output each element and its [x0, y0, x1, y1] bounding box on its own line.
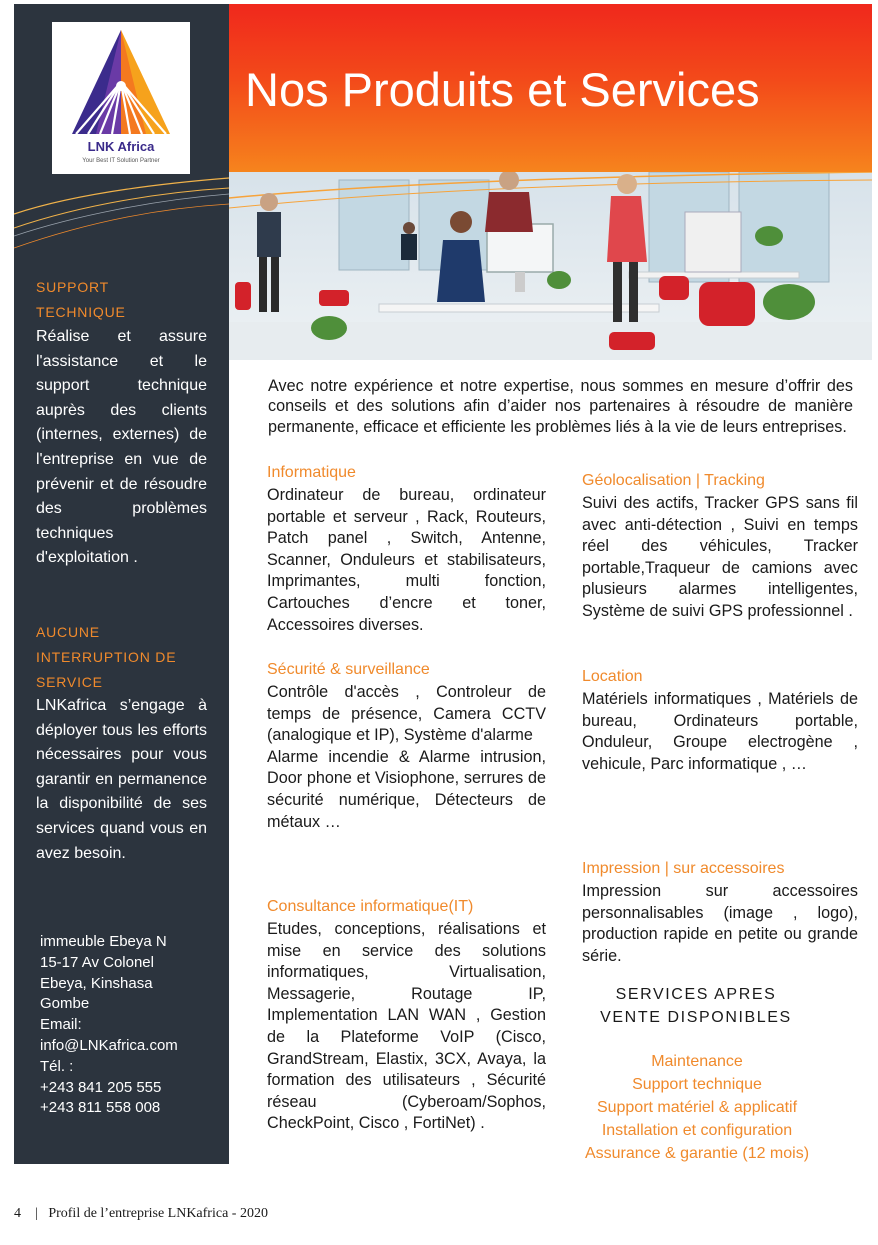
address-line: immeuble Ebeya N — [40, 933, 167, 950]
interruption-heading — [36, 620, 211, 695]
interruption-text: LNKafrica s’engage à déployer tous les efforts nécessaires pour vous garantir en permanence la disponibilité de ses services quand vous en avez besoin. — [36, 697, 207, 862]
phone-label: Tél. : — [40, 1057, 74, 1075]
interruption-heading-line1: AUCUNE — [36, 624, 100, 640]
page-title: Nos Produits et Services — [245, 63, 760, 116]
address-line: Ebeya, Kinshasa — [40, 974, 153, 992]
section-body-informatique: Ordinateur de bureau, ordinateur portable et serveur , Rack, Routeurs, Patch panel , Switch, Antenne, Scanner, Onduleurs et stabilisateurs, Imprimantes, multi fonction, Cartouches d’encre et toner, Accessoires diverses. — [267, 486, 546, 634]
page-footer — [14, 1206, 268, 1222]
pyramid-logo-icon — [52, 22, 190, 142]
address-line: 15-17 Av Colonel — [40, 953, 154, 971]
after-sales-item: Support technique — [632, 1076, 762, 1093]
securite-paragraph-1: Contrôle d'accès , Controleur de temps de présence, Camera CCTV (analogique et IP), Système d'alarme — [267, 683, 546, 745]
decorative-swoosh-lines — [14, 164, 229, 254]
company-logo — [52, 22, 190, 174]
after-sales-item: Assurance & garantie (12 mois) — [584, 1145, 810, 1162]
footer-separator: | — [35, 1206, 38, 1221]
intro-paragraph: Avec notre expérience et notre expertise, nous sommes en mesure d’offrir des conseils et des solutions afin d’aider nos partenaires à résoudre de manière permanente, efficace et efficiente les problèmes liés à la vie de leurs entreprises. — [268, 377, 853, 436]
section-title-location: Location — [582, 668, 643, 685]
support-text: Réalise et assure l'assistance et le support technique auprès des clients (internes, externes) de l'entreprise en vue de prévenir et de résoudre des problèmes techniques d'exploitation . — [36, 328, 207, 567]
section-title-consultance: Consultance informatique(IT) — [267, 898, 474, 915]
logo-tagline: Your Best IT Solution Partner — [82, 158, 160, 164]
section-title-geolocalisation: Géolocalisation | Tracking — [582, 472, 765, 489]
after-sales-heading-line2: VENTE DISPONIBLES — [600, 1009, 792, 1026]
contact-address — [40, 932, 220, 1119]
interruption-heading-line3: SERVICE — [36, 674, 103, 690]
section-title-securite: Sécurité & surveillance — [267, 661, 430, 678]
after-sales-heading-line1: SERVICES APRES — [615, 986, 777, 1003]
logo-brand-name: LNK Africa — [87, 139, 155, 154]
section-title-impression: Impression | sur accessoires — [582, 860, 785, 877]
after-sales-item: Maintenance — [651, 1053, 743, 1070]
section-body-location: Matériels informatiques , Matériels de bureau, Ordinateurs portable, Onduleur, Groupe electrogène , vehicule, Parc informatique , … — [582, 690, 858, 773]
email-label: Email: — [40, 1016, 82, 1034]
after-sales-heading — [580, 983, 812, 1029]
office-photo — [229, 172, 872, 360]
support-heading-line2: TECHNIQUE — [36, 304, 126, 320]
section-title-informatique: Informatique — [267, 464, 356, 481]
securite-paragraph-2: Alarme incendie & Alarme intrusion, Door phone et Visiophone, serrures de sécurité numérique, Détecteurs de métaux … — [267, 747, 546, 831]
section-body-consultance: Etudes, conceptions, réalisations et mise en service des solutions informatiques, Virtualisation, Messagerie, Routage IP, Implementation LAN WAN , Gestion de la Plateforme VoIP (Cisco, GrandStream, Elastix, 3CX, Avaya, la formation des utilisateurs , Sécurité réseau (Cyberoam/Sophos, CheckPoint, Cisco , FortiNet) . — [267, 920, 546, 1133]
after-sales-item: Support matériel & applicatif — [596, 1099, 798, 1116]
section-body-securite — [267, 682, 546, 833]
interruption-heading-line2: INTERRUPTION DE — [36, 649, 177, 665]
support-heading-line1: SUPPORT — [36, 279, 110, 295]
phone-number[interactable]: +243 811 558 008 — [40, 1099, 161, 1117]
email-link[interactable]: info@LNKafrica.com — [40, 1036, 178, 1054]
after-sales-item: Installation et configuration — [601, 1122, 793, 1139]
after-sales-list — [572, 1050, 822, 1165]
footer-text: Profil de l’entreprise LNKafrica - 2020 — [48, 1206, 268, 1221]
page-number: 4 — [14, 1206, 21, 1221]
section-body-impression: Impression sur accessoires personnalisables (image , logo), production rapide en petite ou grande série. — [582, 882, 858, 965]
page-header — [229, 4, 872, 360]
section-body-geolocalisation: Suivi des actifs, Tracker GPS sans fil avec anti-détection , Suivi en temps réel des véhicules, Tracker portable,Traqueur de camions avec plusieurs alarmes intelligentes, Système de suivi GPS professionnel . — [582, 494, 858, 620]
support-heading — [36, 275, 211, 325]
address-line: Gombe — [40, 995, 90, 1013]
phone-number[interactable]: +243 841 205 555 — [40, 1078, 162, 1096]
sidebar — [14, 4, 229, 1164]
